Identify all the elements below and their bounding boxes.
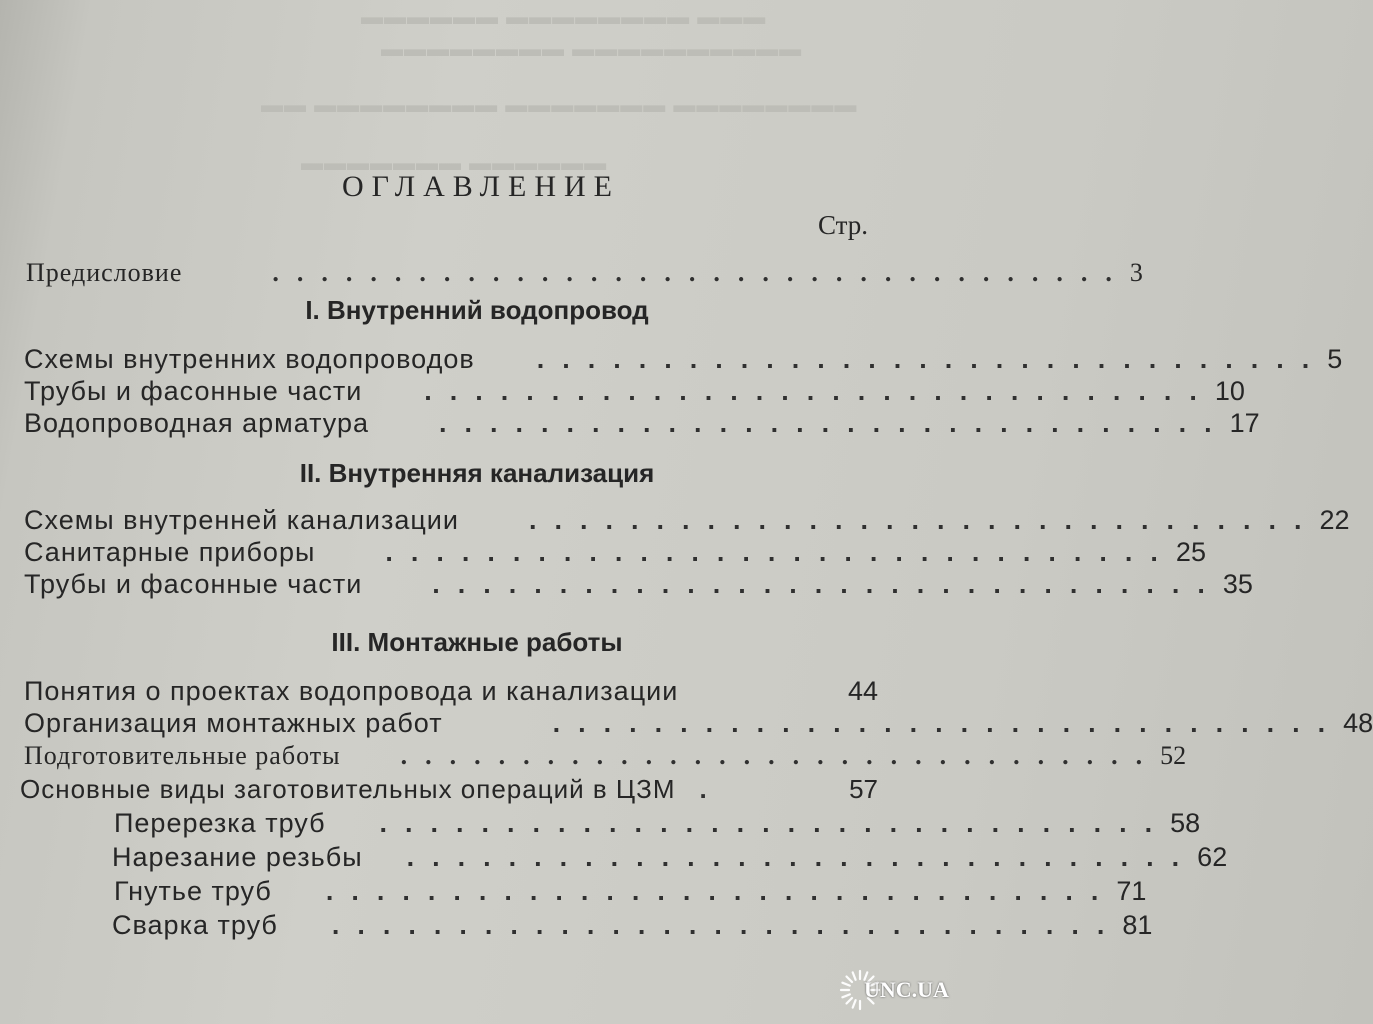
toc-entry-page: 48 — [1343, 708, 1373, 738]
watermark-text: UNC.UA — [864, 977, 949, 1002]
toc-subentry — [114, 808, 1201, 842]
dot-leader: ............................... — [379, 808, 1171, 838]
toc-subentry — [112, 842, 1228, 876]
toc-entry-page: 25 — [1175, 537, 1206, 567]
dot-leader: ............................... — [406, 842, 1198, 872]
watermark-logo — [838, 966, 949, 1014]
toc-entry-page: 44 — [847, 676, 878, 706]
toc-entry-title: Основные виды заготовительных операций в ЦЗМ — [20, 774, 676, 804]
bleed-through: ▬▬▬▬▬▬ ▬▬▬▬▬▬▬ — [300, 150, 607, 175]
toc-entry-title: Схемы внутренней канализации — [24, 505, 459, 535]
bleed-through: ▬▬▬▬▬▬▬▬ ▬▬▬▬▬▬▬ ▬▬▬▬▬▬▬▬ ▬▬ — [260, 92, 857, 117]
toc-entry-title: Гнутье труб — [114, 876, 272, 906]
toc-entry-preface — [26, 258, 1143, 292]
section-heading: I. Внутренний водопровод — [305, 295, 649, 325]
bleed-through: ▬▬▬▬▬▬▬▬▬▬ ▬▬▬▬▬▬▬▬ — [380, 36, 802, 61]
toc-entry-page: 81 — [1122, 910, 1153, 940]
toc-entry — [24, 376, 1245, 410]
dot-leader: ................................... — [272, 258, 1130, 287]
dot-leader: ............................... — [528, 505, 1320, 535]
toc-entry-title: Организация монтажных работ — [24, 708, 443, 738]
dot-leader: ............................... — [536, 344, 1328, 374]
toc-entry-page: 58 — [1170, 808, 1201, 838]
toc-entry-title: Санитарные приборы — [24, 537, 316, 567]
dot-leader: ............................... — [385, 537, 1176, 567]
toc-entry-title: Подготовительные работы — [24, 741, 341, 770]
toc-entry-page: 52 — [1160, 741, 1187, 770]
toc-entry-page: 10 — [1214, 376, 1245, 406]
toc-entry — [24, 569, 1253, 603]
toc-entry-title: Водопроводная арматура — [24, 408, 370, 438]
section-heading: II. Внутренняя канализация — [299, 458, 655, 488]
toc-entry-title: Предисловие — [26, 258, 183, 287]
toc-entry-title: Нарезание резьбы — [112, 842, 363, 872]
toc-entry — [24, 708, 1373, 742]
toc-entry-title: Понятия о проектах водопровода и канализации — [24, 676, 679, 706]
toc-entry — [24, 676, 878, 710]
toc-entry-page: 62 — [1197, 842, 1228, 872]
toc-entry — [24, 505, 1350, 539]
toc-entry-page: 35 — [1222, 569, 1253, 599]
toc-entry-title: Схемы внутренних водопроводов — [24, 344, 475, 374]
toc-entry-page: 71 — [1116, 876, 1147, 906]
toc-subentry — [114, 876, 1147, 910]
dot-leader: ............................... — [552, 708, 1344, 738]
dot-leader: ............................... — [400, 741, 1161, 770]
page-column-label: Стр. — [818, 210, 869, 240]
toc-entry — [20, 774, 878, 808]
toc-entry-page: 17 — [1229, 408, 1260, 438]
toc-entry-title: Трубы и фасонные части — [24, 569, 363, 599]
dot-leader: ............................... — [331, 910, 1123, 940]
toc-entry — [24, 741, 1187, 775]
dot-leader: ............................... — [424, 376, 1215, 406]
dot-leader: ............................... — [439, 408, 1230, 438]
dot-leader: . — [699, 774, 725, 804]
dot-leader: ............................... — [325, 876, 1117, 906]
section-heading: III. Монтажные работы — [331, 627, 623, 657]
toc-entry — [24, 537, 1206, 571]
toc-entry-page: 3 — [1129, 258, 1143, 287]
toc-entry — [24, 344, 1343, 378]
bleed-through: ▬▬▬ ▬▬▬▬▬▬▬▬ ▬▬▬▬▬▬ — [360, 4, 766, 29]
toc-entry-page: 5 — [1327, 344, 1343, 374]
page-title: ОГЛАВЛЕНИЕ — [342, 170, 620, 203]
toc-entry-title: Перерезка труб — [114, 808, 326, 838]
toc-entry-title: Трубы и фасонные части — [24, 376, 363, 406]
toc-entry-page: 57 — [849, 774, 878, 804]
toc-entry — [24, 408, 1260, 442]
dot-leader: ............................... — [432, 569, 1223, 599]
toc-entry-page: 22 — [1319, 505, 1350, 535]
toc-subentry — [112, 910, 1153, 944]
toc-entry-title: Сварка труб — [112, 910, 278, 940]
